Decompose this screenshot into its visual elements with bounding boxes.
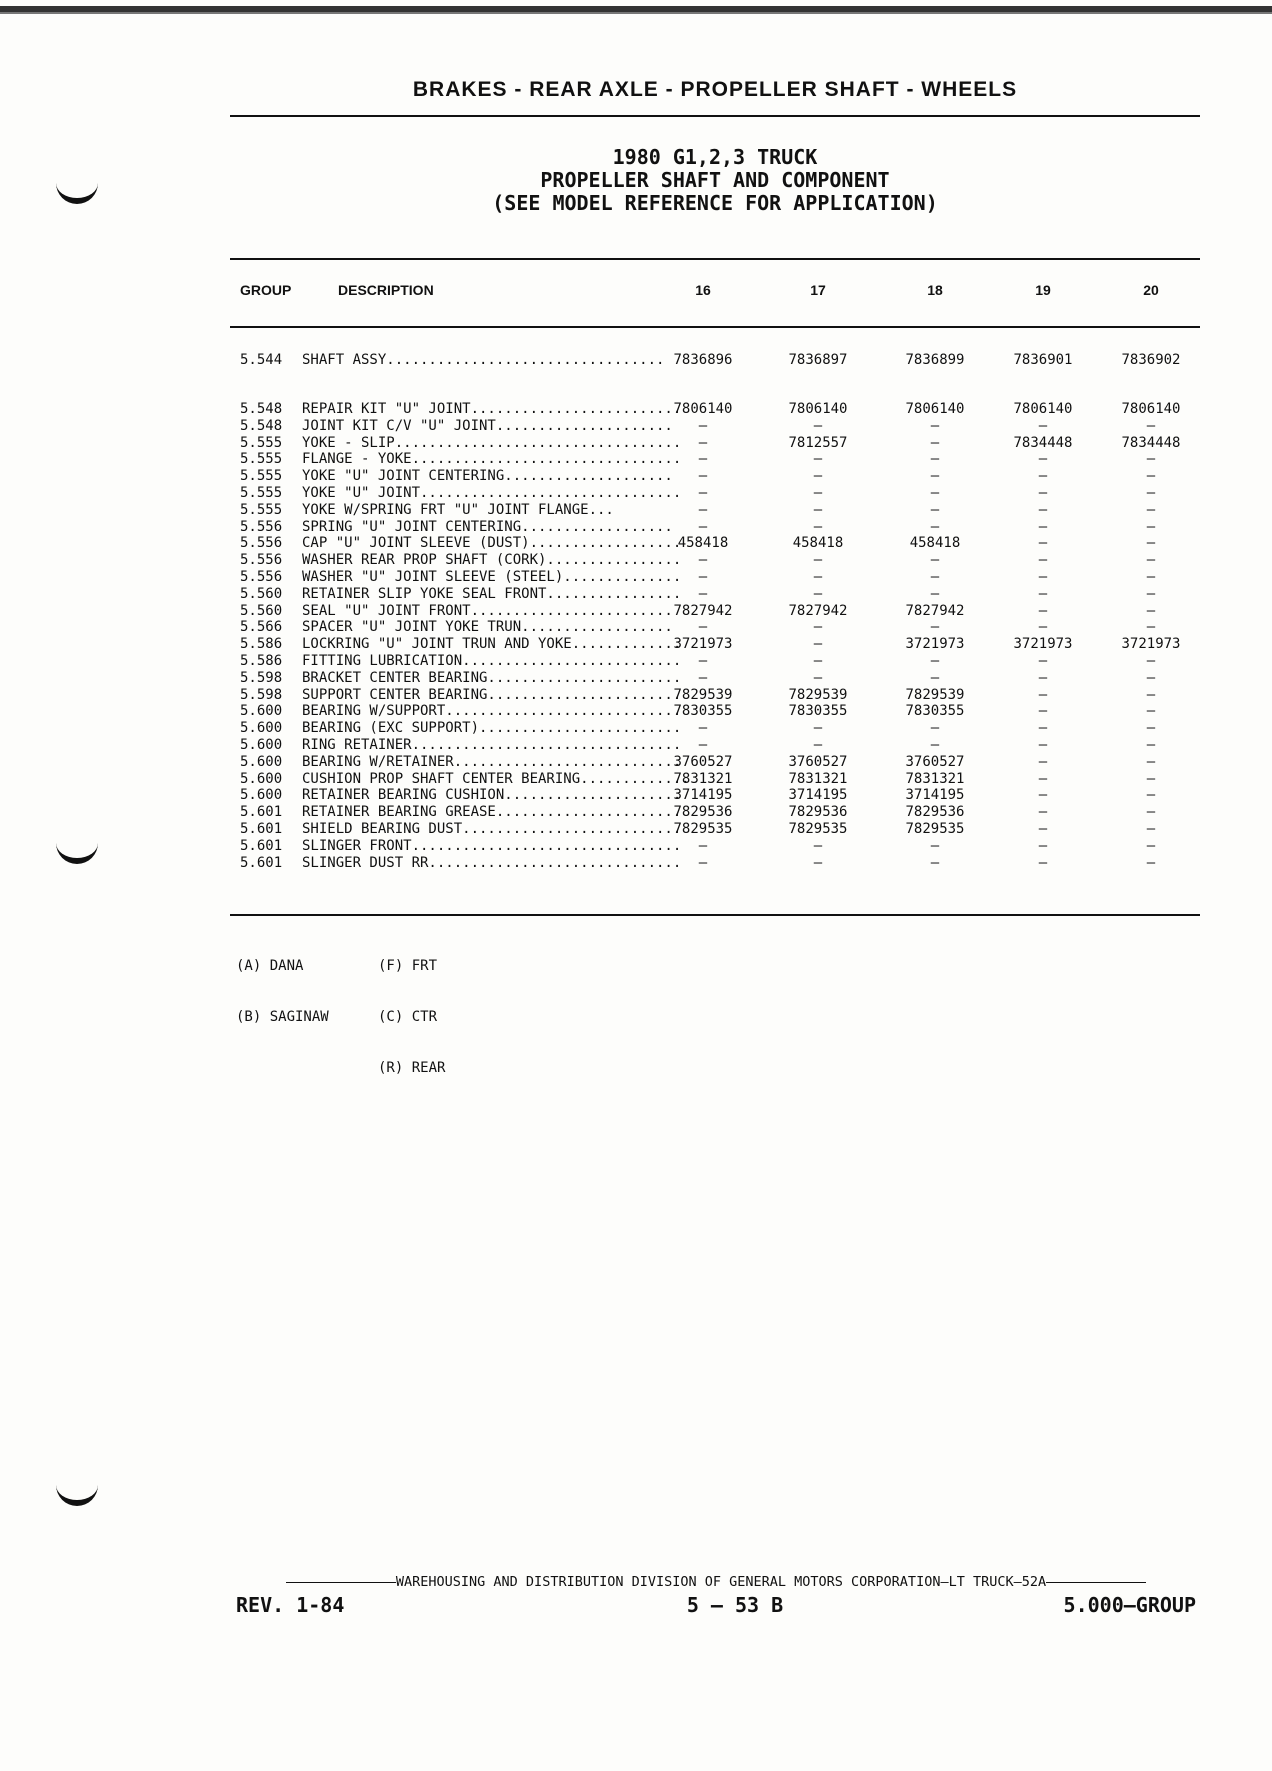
cell-c18: — — [930, 854, 940, 871]
binder-hole-icon — [56, 836, 98, 864]
cell-c20: — — [1146, 552, 1156, 569]
cell-group: 5.598 — [240, 686, 283, 703]
table-row — [240, 838, 1200, 855]
cell-c19: — — [1038, 669, 1048, 686]
table-row — [240, 754, 1200, 771]
cell-c16: — — [698, 669, 708, 686]
cell-c16: — — [698, 854, 708, 871]
cell-c19: — — [1038, 770, 1048, 787]
cell-c20: — — [1146, 485, 1156, 501]
cell-group: 5.556 — [240, 518, 283, 535]
cell-c17: 7829539 — [788, 686, 848, 703]
cell-group: 5.601 — [240, 821, 283, 837]
table-row — [240, 418, 1200, 435]
cell-description: SUPPORT CENTER BEARING....................... — [302, 686, 682, 703]
table-row — [240, 804, 1200, 821]
cell-group: 5.600 — [240, 753, 283, 770]
binder-hole-icon — [56, 1478, 98, 1506]
cell-c16: 7836896 — [673, 352, 733, 368]
cell-group: 5.566 — [240, 619, 283, 636]
footer-rule-left — [286, 1582, 396, 1583]
cell-c16: — — [698, 653, 708, 669]
column-header-16: 16 — [695, 282, 711, 298]
cell-c20: — — [1146, 821, 1156, 837]
table-row — [240, 352, 1200, 369]
cell-c17: 7831321 — [788, 770, 848, 787]
cell-description: FLANGE - YOKE................................ — [302, 451, 682, 468]
cell-description: RING RETAINER................................ — [302, 737, 682, 753]
cell-c19: — — [1038, 703, 1048, 720]
cell-c17: 3760527 — [788, 753, 848, 770]
table-row — [240, 401, 1200, 418]
cell-c17: — — [813, 485, 823, 501]
table-row — [240, 619, 1200, 636]
footer-revision: REV. 1-84 — [236, 1593, 345, 1617]
cell-group: 5.548 — [240, 417, 283, 434]
cell-c17: 7829535 — [788, 821, 848, 837]
cell-c17: — — [813, 737, 823, 753]
cell-c19: — — [1038, 585, 1048, 602]
cell-c20: — — [1146, 669, 1156, 686]
cell-c18: 458418 — [909, 535, 961, 552]
cell-c20: — — [1146, 602, 1156, 619]
cell-c20: 7836902 — [1121, 352, 1181, 368]
legend-item: (F) FRT — [378, 958, 438, 974]
cell-description: YOKE W/SPRING FRT "U" JOINT FLANGE... — [302, 501, 614, 518]
title-line-2: PROPELLER SHAFT AND COMPONENT — [540, 168, 890, 192]
cell-c16: 3760527 — [673, 753, 733, 770]
cell-c16: — — [698, 619, 708, 636]
cell-c18: — — [930, 585, 940, 602]
binder-hole-icon — [56, 176, 98, 204]
table-row — [240, 603, 1200, 620]
cell-c19: — — [1038, 552, 1048, 569]
cell-c19: — — [1038, 518, 1048, 535]
cell-description: SLINGER FRONT................................ — [302, 837, 682, 854]
cell-group: 5.548 — [240, 401, 283, 417]
cell-c20: — — [1146, 468, 1156, 485]
cell-c17: 7827942 — [788, 602, 848, 619]
cell-c18: — — [930, 619, 940, 636]
table-row — [240, 586, 1200, 603]
cell-c19: — — [1038, 468, 1048, 485]
table-row — [240, 855, 1200, 872]
cell-c16: 7829536 — [673, 804, 733, 821]
cell-description: CAP "U" JOINT SLEEVE (DUST).................. — [302, 535, 682, 552]
cell-group: 5.556 — [240, 569, 283, 585]
cell-description: YOKE "U" JOINT CENTERING.................... — [302, 468, 673, 485]
cell-c17: 7836897 — [788, 352, 848, 368]
cell-description: SHIELD BEARING DUST.......................... — [302, 821, 682, 837]
cell-c16: 7829535 — [673, 821, 733, 837]
cell-c17: — — [813, 619, 823, 636]
cell-c19: — — [1038, 619, 1048, 636]
cell-description: SHAFT ASSY................................. — [302, 352, 665, 368]
cell-group: 5.560 — [240, 585, 283, 602]
column-header-group: GROUP — [240, 282, 292, 298]
cell-description: BEARING W/RETAINER........................... — [302, 753, 682, 770]
table-row — [240, 720, 1200, 737]
cell-c19: — — [1038, 535, 1048, 552]
table-row — [240, 687, 1200, 704]
legend-left — [236, 924, 329, 1043]
cell-group: 5.586 — [240, 636, 283, 653]
cell-c20: — — [1146, 720, 1156, 737]
cell-c18: 7831321 — [905, 770, 965, 787]
cell-description: JOINT KIT C/V "U" JOINT..................... — [302, 417, 673, 434]
cell-group: 5.600 — [240, 787, 283, 804]
legend-item: (C) CTR — [378, 1009, 438, 1025]
cell-description: WASHER REAR PROP SHAFT (CORK)................ — [302, 552, 682, 569]
cell-c19: — — [1038, 569, 1048, 585]
cell-group: 5.600 — [240, 770, 283, 787]
cell-c18: 7829536 — [905, 804, 965, 821]
cell-c18: — — [930, 501, 940, 518]
cell-group: 5.555 — [240, 468, 283, 485]
title-line-1: 1980 G1,2,3 TRUCK — [612, 145, 818, 169]
cell-c17: — — [813, 653, 823, 669]
cell-c20: — — [1146, 753, 1156, 770]
cell-c18: — — [930, 569, 940, 585]
cell-c18: — — [930, 653, 940, 669]
cell-c17: — — [813, 585, 823, 602]
cell-group: 5.555 — [240, 501, 283, 518]
header-rule — [230, 115, 1200, 117]
legend-item: (B) SAGINAW — [236, 1009, 329, 1025]
table-row — [240, 569, 1200, 586]
cell-c17: — — [813, 669, 823, 686]
cell-c16: 7831321 — [673, 770, 733, 787]
cell-description: YOKE - SLIP.................................. — [302, 434, 682, 451]
cell-c17: — — [813, 468, 823, 485]
cell-description: RETAINER BEARING GREASE...................... — [302, 804, 682, 821]
cell-c18: — — [930, 552, 940, 569]
cell-group: 5.600 — [240, 720, 283, 737]
cell-c16: — — [698, 837, 708, 854]
cell-c17: — — [813, 501, 823, 518]
cell-group: 5.556 — [240, 552, 283, 569]
column-header-17: 17 — [810, 282, 826, 298]
cell-c18: 3721973 — [905, 636, 965, 653]
footer-division-text: WAREHOUSING AND DISTRIBUTION DIVISION OF GENERAL MOTORS CORPORATION—LT TRUCK—52A — [395, 1574, 1047, 1590]
cell-c19: 7806140 — [1013, 401, 1073, 417]
cell-c19: — — [1038, 737, 1048, 753]
cell-description: FITTING LUBRICATION.......................... — [302, 653, 682, 669]
cell-c16: 7806140 — [673, 401, 733, 417]
cell-c17: 7829536 — [788, 804, 848, 821]
legend-item: (A) DANA — [236, 958, 304, 974]
cell-c16: 7827942 — [673, 602, 733, 619]
cell-description: RETAINER BEARING CUSHION..................... — [302, 787, 682, 804]
cell-c16: 3721973 — [673, 636, 733, 653]
table-row — [240, 636, 1200, 653]
cell-c20: 7806140 — [1121, 401, 1181, 417]
top-border-shadow — [0, 12, 1272, 14]
cell-c19: — — [1038, 417, 1048, 434]
cell-c18: 7806140 — [905, 401, 965, 417]
cell-c16: — — [698, 552, 708, 569]
table-row — [240, 435, 1200, 452]
cell-c20: — — [1146, 417, 1156, 434]
cell-c17: 7812557 — [788, 434, 848, 451]
cell-c16: — — [698, 417, 708, 434]
cell-c19: 7836901 — [1013, 352, 1073, 368]
cell-group: 5.598 — [240, 669, 283, 686]
cell-description: CUSHION PROP SHAFT CENTER BEARING............. — [302, 770, 690, 787]
cell-c19: — — [1038, 854, 1048, 871]
cell-c18: — — [930, 837, 940, 854]
cell-c19: 3721973 — [1013, 636, 1073, 653]
cell-group: 5.600 — [240, 703, 283, 720]
cell-c19: — — [1038, 501, 1048, 518]
cell-c16: — — [698, 720, 708, 737]
cell-c20: — — [1146, 804, 1156, 821]
cell-c17: 7830355 — [788, 703, 848, 720]
cell-c19: — — [1038, 821, 1048, 837]
cell-c20: — — [1146, 854, 1156, 871]
cell-c20: — — [1146, 451, 1156, 468]
cell-c20: — — [1146, 569, 1156, 585]
cell-c16: 7830355 — [673, 703, 733, 720]
footer-division-line — [236, 1574, 1196, 1590]
cell-description: WASHER "U" JOINT SLEEVE (STEEL).............. — [302, 569, 682, 585]
cell-c17: 458418 — [792, 535, 844, 552]
table-row — [240, 485, 1200, 502]
footer-rule-right — [1046, 1582, 1146, 1583]
table-header-rule — [230, 326, 1200, 328]
table-row — [240, 519, 1200, 536]
cell-c16: — — [698, 434, 708, 451]
cell-c18: 7829539 — [905, 686, 965, 703]
cell-c18: — — [930, 485, 940, 501]
cell-c16: — — [698, 501, 708, 518]
cell-c20: — — [1146, 686, 1156, 703]
cell-c16: — — [698, 585, 708, 602]
cell-c19: — — [1038, 720, 1048, 737]
cell-c20: — — [1146, 501, 1156, 518]
cell-c18: 7830355 — [905, 703, 965, 720]
table-bottom-rule — [230, 914, 1200, 916]
cell-group: 5.600 — [240, 737, 283, 753]
table-top-rule — [230, 258, 1200, 260]
cell-c18: 3714195 — [905, 787, 965, 804]
table-row — [240, 552, 1200, 569]
column-header-19: 19 — [1035, 282, 1051, 298]
table-row — [240, 535, 1200, 552]
cell-c20: — — [1146, 535, 1156, 552]
cell-c17: — — [813, 451, 823, 468]
cell-c18: — — [930, 417, 940, 434]
table-row — [240, 821, 1200, 838]
cell-c16: — — [698, 569, 708, 585]
cell-c17: — — [813, 569, 823, 585]
title-line-3: (SEE MODEL REFERENCE FOR APPLICATION) — [492, 191, 938, 215]
cell-c18: — — [930, 434, 940, 451]
table-row — [240, 771, 1200, 788]
cell-c20: — — [1146, 518, 1156, 535]
cell-c16: — — [698, 451, 708, 468]
cell-c20: 3721973 — [1121, 636, 1181, 653]
cell-c18: 7827942 — [905, 602, 965, 619]
cell-group: 5.555 — [240, 451, 283, 468]
cell-c16: 3714195 — [673, 787, 733, 804]
table-row — [240, 653, 1200, 670]
cell-c19: — — [1038, 787, 1048, 804]
cell-c19: — — [1038, 451, 1048, 468]
cell-c16: — — [698, 518, 708, 535]
cell-c20: — — [1146, 653, 1156, 669]
cell-description: BRACKET CENTER BEARING....................... — [302, 669, 682, 686]
cell-c20: — — [1146, 837, 1156, 854]
cell-c18: — — [930, 518, 940, 535]
cell-group: 5.555 — [240, 434, 283, 451]
column-header-20: 20 — [1143, 282, 1159, 298]
footer-page-number: 5 — 53 B — [686, 1593, 784, 1617]
cell-description: BEARING W/SUPPORT............................ — [302, 703, 682, 720]
cell-description: SEAL "U" JOINT FRONT........................ — [302, 602, 673, 619]
cell-c20: — — [1146, 737, 1156, 753]
cell-group: 5.544 — [240, 352, 283, 368]
table-row — [240, 703, 1200, 720]
cell-c20: — — [1146, 585, 1156, 602]
cell-group: 5.601 — [240, 804, 283, 821]
cell-c18: 7829535 — [905, 821, 965, 837]
cell-c19: 7834448 — [1013, 434, 1073, 451]
cell-c17: — — [813, 552, 823, 569]
footer-group: 5.000—GROUP — [1063, 1593, 1196, 1617]
cell-c18: 3760527 — [905, 753, 965, 770]
cell-c19: — — [1038, 602, 1048, 619]
cell-description: SPRING "U" JOINT CENTERING.................. — [302, 518, 673, 535]
cell-c19: — — [1038, 804, 1048, 821]
cell-c18: — — [930, 468, 940, 485]
cell-description: SLINGER DUST RR.............................. — [302, 854, 682, 871]
cell-c20: 7834448 — [1121, 434, 1181, 451]
cell-c19: — — [1038, 485, 1048, 501]
cell-group: 5.586 — [240, 653, 283, 669]
cell-c16: — — [698, 485, 708, 501]
cell-c20: — — [1146, 787, 1156, 804]
cell-group: 5.556 — [240, 535, 283, 552]
cell-c17: — — [813, 518, 823, 535]
cell-description: REPAIR KIT "U" JOINT......................... — [302, 401, 682, 417]
cell-description: RETAINER SLIP YOKE SEAL FRONT................ — [302, 585, 682, 602]
table-row — [240, 502, 1200, 519]
cell-c17: — — [813, 636, 823, 653]
column-header-description: DESCRIPTION — [338, 282, 434, 298]
legend-right — [378, 924, 445, 1094]
cell-description: YOKE "U" JOINT............................... — [302, 485, 682, 501]
cell-c18: — — [930, 451, 940, 468]
table-row — [240, 468, 1200, 485]
table-row — [240, 787, 1200, 804]
cell-c19: — — [1038, 837, 1048, 854]
cell-c17: — — [813, 837, 823, 854]
cell-group: 5.555 — [240, 485, 283, 501]
cell-c19: — — [1038, 753, 1048, 770]
cell-description: LOCKRING "U" JOINT TRUN AND YOKE............. — [302, 636, 682, 653]
cell-c20: — — [1146, 770, 1156, 787]
cell-c18: — — [930, 720, 940, 737]
cell-group: 5.560 — [240, 602, 283, 619]
legend-item: (R) REAR — [378, 1060, 446, 1076]
cell-c19: — — [1038, 653, 1048, 669]
page-title — [230, 146, 1200, 215]
column-header-18: 18 — [927, 282, 943, 298]
section-header: BRAKES - REAR AXLE - PROPELLER SHAFT - WHEELS — [412, 78, 1018, 101]
table-row — [240, 737, 1200, 754]
cell-c16: — — [698, 737, 708, 753]
cell-c17: 7806140 — [788, 401, 848, 417]
cell-c18: — — [930, 669, 940, 686]
cell-c17: — — [813, 417, 823, 434]
table-row — [240, 670, 1200, 687]
cell-c16: 458418 — [677, 535, 729, 552]
cell-c19: — — [1038, 686, 1048, 703]
cell-c20: — — [1146, 703, 1156, 720]
cell-c16: — — [698, 468, 708, 485]
cell-group: 5.601 — [240, 837, 283, 854]
cell-c18: 7836899 — [905, 352, 965, 368]
cell-c17: — — [813, 854, 823, 871]
cell-c17: — — [813, 720, 823, 737]
cell-c16: 7829539 — [673, 686, 733, 703]
table-row — [240, 451, 1200, 468]
cell-description: SPACER "U" JOINT YOKE TRUN.................. — [302, 619, 673, 636]
cell-c17: 3714195 — [788, 787, 848, 804]
cell-c18: — — [930, 737, 940, 753]
cell-description: BEARING (EXC SUPPORT)........................ — [302, 720, 682, 737]
cell-c20: — — [1146, 619, 1156, 636]
cell-group: 5.601 — [240, 854, 283, 871]
